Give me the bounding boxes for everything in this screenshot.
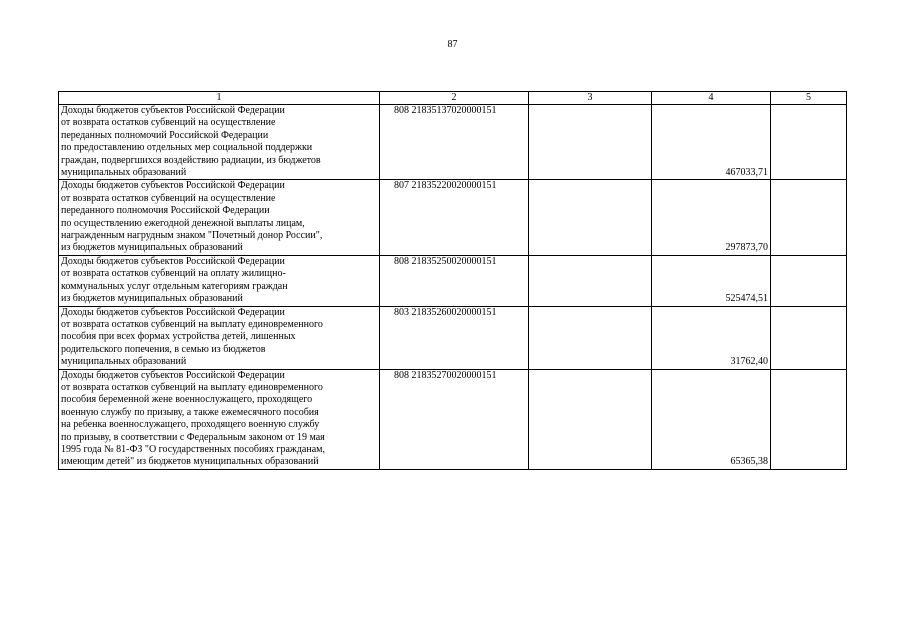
column-3-cell (529, 105, 652, 180)
revenue-description: Доходы бюджетов субъектов Российской Федерации от возврата остатков субвенций на осуществление переданных полномочий Российской Федерации по предоставлению отдельных мер социальной поддержки граждан, подвергшихся воздействию радиации, из бюджетов муниципальных образований (59, 105, 380, 180)
column-5-cell (771, 105, 847, 180)
column-5-cell (771, 369, 847, 469)
column-3-cell (529, 255, 652, 306)
revenue-description: Доходы бюджетов субъектов Российской Федерации от возврата остатков субвенций на выплату единовременного пособия при всех формах устройства детей, лишенных родительского попечения, в семью из бюджетов муниципальных образований (59, 306, 380, 369)
amount-cell: 31762,40 (652, 306, 771, 369)
revenue-description: Доходы бюджетов субъектов Российской Федерации от возврата остатков субвенций на осуществление переданного полномочия Российской Федерации по осуществлению ежегодной денежной выплаты лицам, награжденным нагрудным знаком "Почетный донор России", из бюджетов муниципальных образований (59, 180, 380, 255)
amount-cell: 467033,71 (652, 105, 771, 180)
column-header-5: 5 (771, 92, 847, 105)
budget-revenue-table (58, 91, 847, 470)
column-5-cell (771, 255, 847, 306)
budget-classification-code: 808 21835137020000151 (380, 105, 529, 180)
column-3-cell (529, 180, 652, 255)
amount-cell: 65365,38 (652, 369, 771, 469)
revenue-description: Доходы бюджетов субъектов Российской Федерации от возврата остатков субвенций на оплату жилищно- коммунальных услуг отдельным категориям граждан из бюджетов муниципальных образований (59, 255, 380, 306)
column-header-3: 3 (529, 92, 652, 105)
column-3-cell (529, 369, 652, 469)
amount-cell: 525474,51 (652, 255, 771, 306)
budget-classification-code: 808 21835270020000151 (380, 369, 529, 469)
column-header-2: 2 (380, 92, 529, 105)
revenue-description: Доходы бюджетов субъектов Российской Федерации от возврата остатков субвенций на выплату единовременного пособия беременной жене военнослужащего, проходящего военную службу по призыву, а также ежемесячного пособия на ребенка военнослужащего, проходящего военную службу по призыву, в соответствии с Федеральным законом от 19 мая 1995 года № 81-ФЗ "О государственных пособиях гражданам, имеющим детей" из бюджетов муниципальных образований (59, 369, 380, 469)
table-row (59, 180, 847, 255)
table-header-row (59, 92, 847, 105)
column-header-4: 4 (652, 92, 771, 105)
budget-classification-code: 803 21835260020000151 (380, 306, 529, 369)
column-header-1: 1 (59, 92, 380, 105)
budget-classification-code: 807 21835220020000151 (380, 180, 529, 255)
column-5-cell (771, 306, 847, 369)
table-row (59, 369, 847, 469)
budget-classification-code: 808 21835250020000151 (380, 255, 529, 306)
table-row (59, 105, 847, 180)
page-number: 87 (447, 39, 458, 50)
amount-cell: 297873,70 (652, 180, 771, 255)
column-5-cell (771, 180, 847, 255)
table-row (59, 306, 847, 369)
column-3-cell (529, 306, 652, 369)
table-row (59, 255, 847, 306)
